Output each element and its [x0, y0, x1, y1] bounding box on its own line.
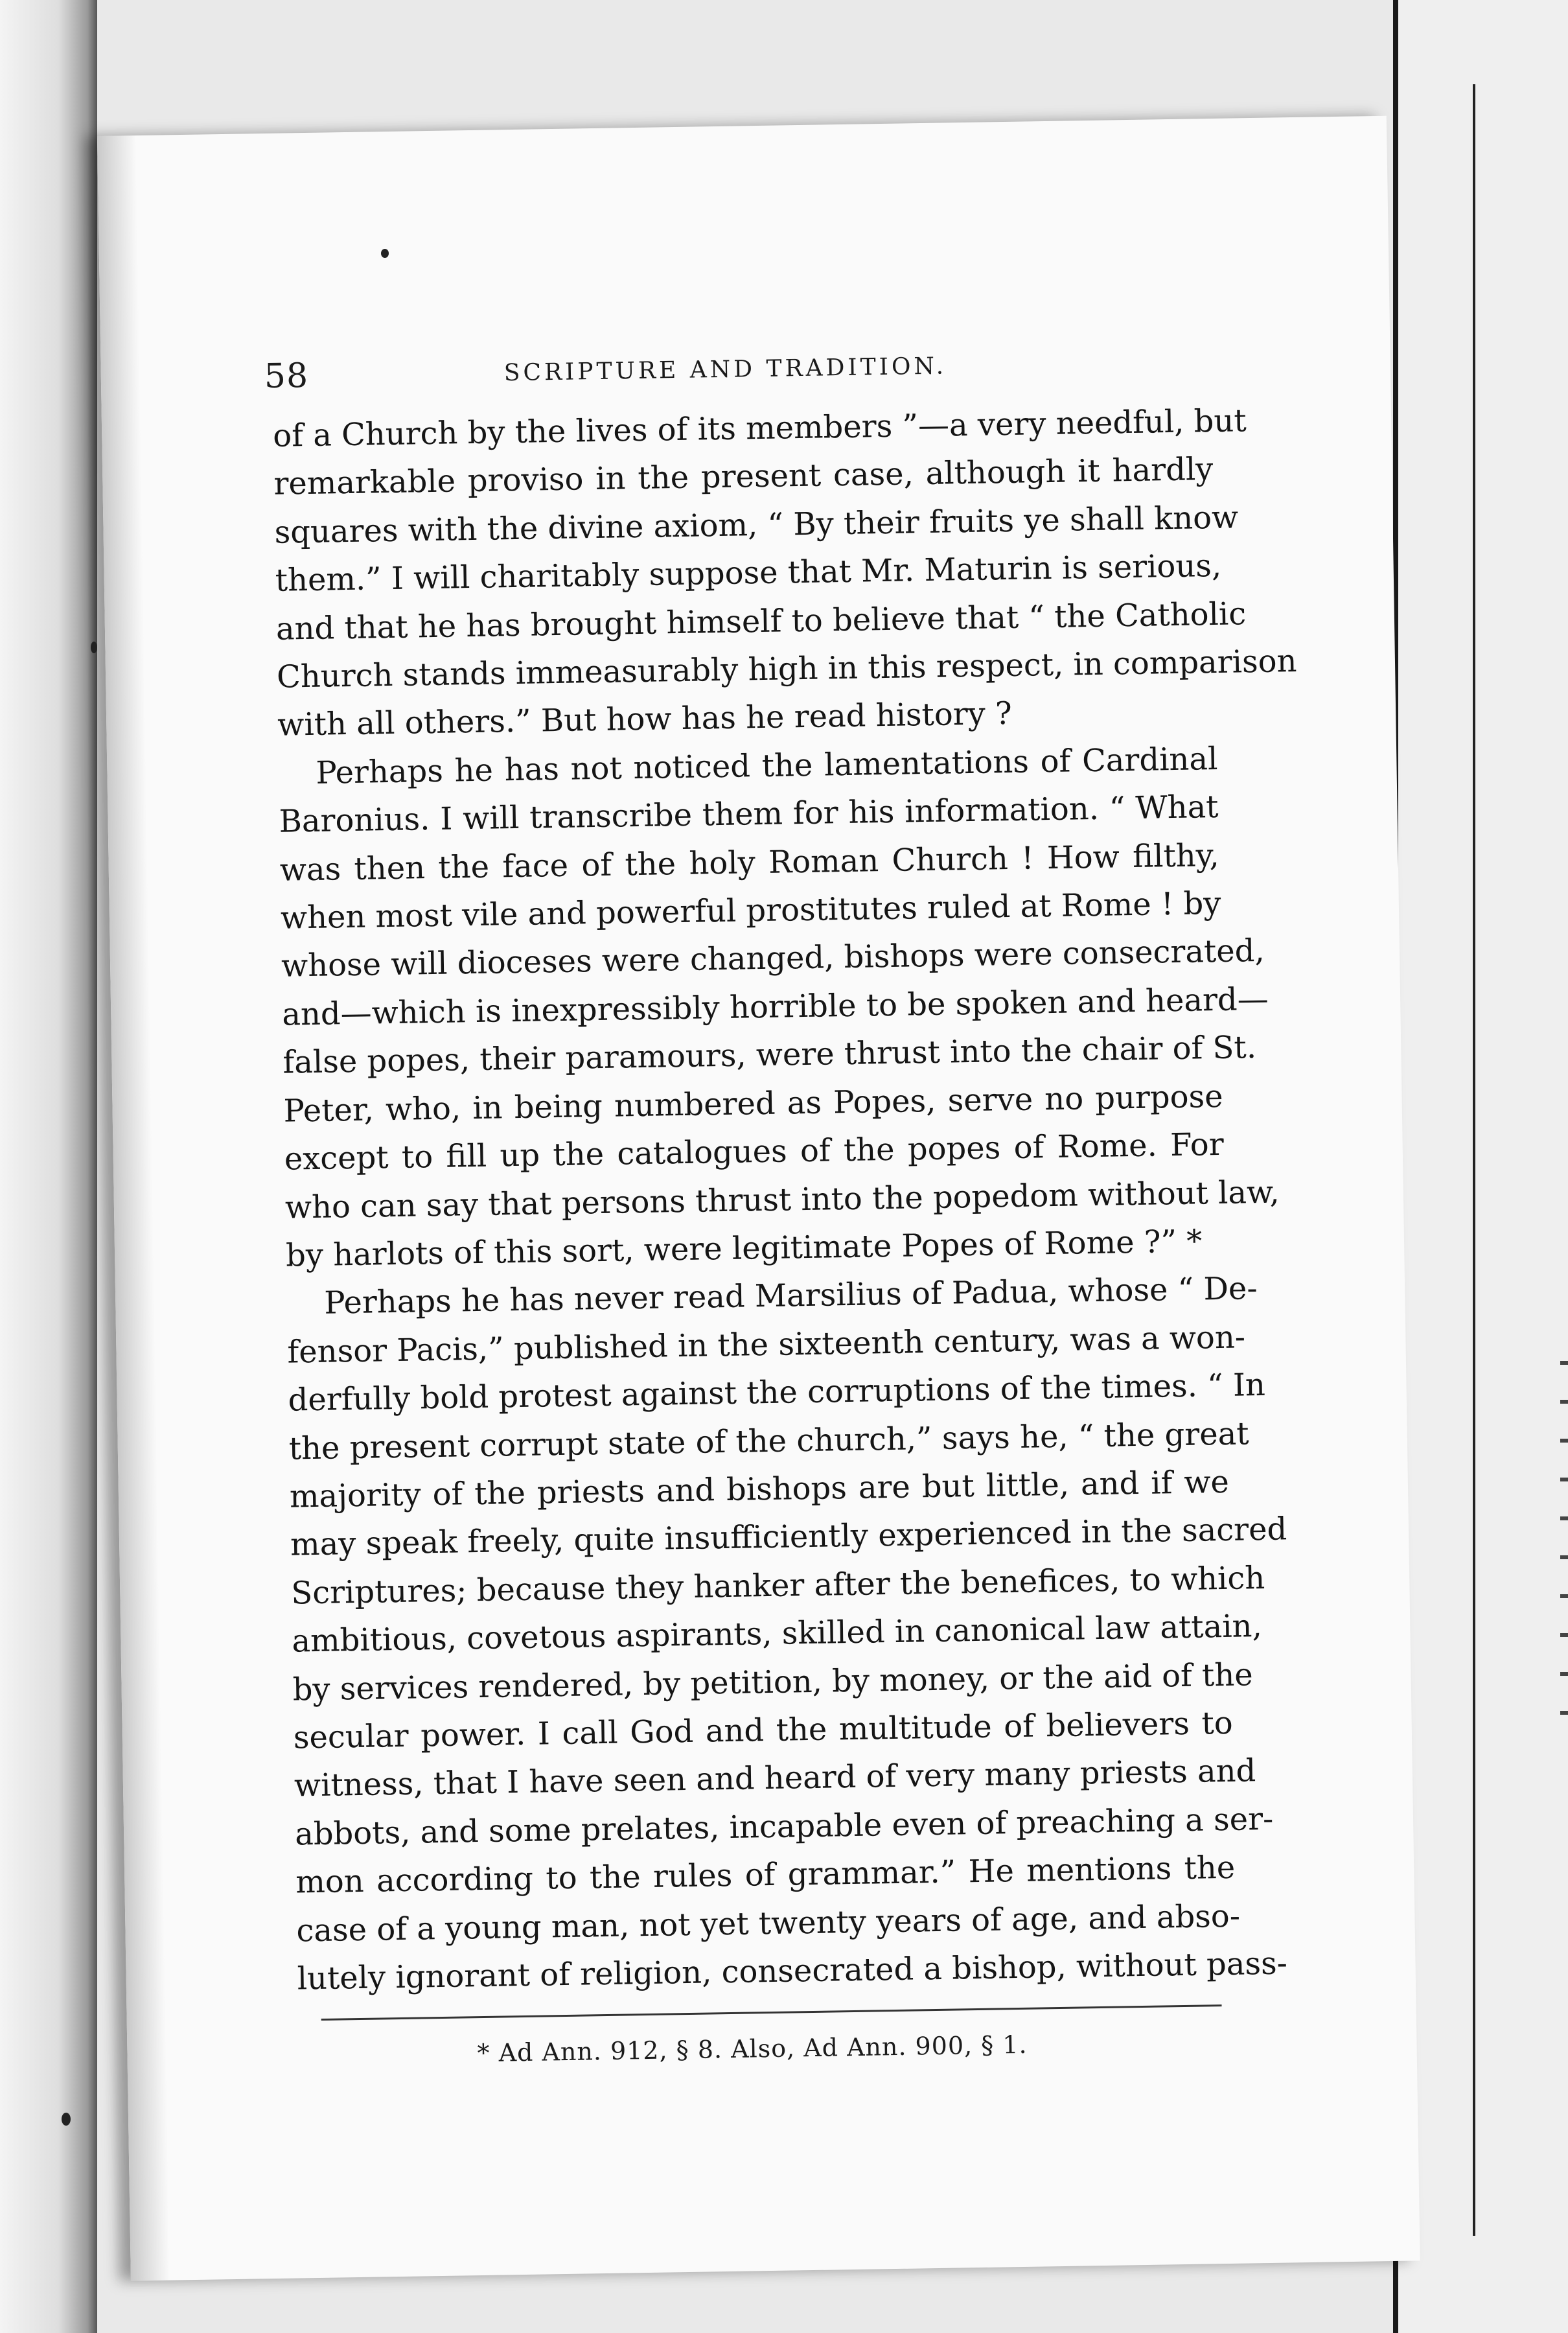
footnote-rule — [321, 2004, 1222, 2021]
text-line: may speak freely, quite insufficiently experienced in the sacred — [290, 1511, 1287, 1563]
text-line: squares with the divine axiom, “ By their fruits ye shall know — [274, 499, 1239, 551]
text-line: Scriptures; because they hanker after the benefices, to which — [290, 1559, 1265, 1612]
book-page — [97, 116, 1420, 2281]
text-line: ambitious, covetous aspirants, skilled in canonical law attain, — [292, 1608, 1263, 1660]
facing-page-marks — [1560, 1361, 1568, 1750]
text-line: derfully bold protest against the corruptions of the times. “ In — [288, 1367, 1266, 1419]
text-line: was then the face of the holy Roman Church ! How filthy, — [279, 837, 1220, 888]
text-line: secular power. I call God and the multitude of believers to — [293, 1704, 1234, 1756]
scan-left-edge — [0, 0, 97, 2333]
scan-speck — [91, 642, 97, 653]
text-line: false popes, their paramours, were thrust into the chair of St. — [282, 1029, 1257, 1081]
text-line: and that he has brought himself to believe that “ the Catholic — [275, 595, 1247, 647]
facing-page-rule — [1473, 84, 1475, 2236]
text-line: case of a young man, not yet twenty years of age, and abso- — [296, 1898, 1241, 1949]
text-line: witness, that I have seen and heard of very many priests and — [294, 1752, 1256, 1804]
text-line: by harlots of this sort, were legitimate Popes of Rome ?” * — [285, 1223, 1203, 1274]
text-line: and—which is inexpressibly horrible to be spoken and heard— — [281, 981, 1269, 1033]
scan-speck — [381, 249, 389, 258]
text-line: Church stands immeasurably high in this respect, in comparison — [276, 643, 1297, 695]
scan-speck — [62, 2113, 71, 2126]
text-line: abbots, and some prelates, incapable even of preaching a ser- — [294, 1800, 1274, 1853]
text-line: when most vile and powerful prostitutes ruled at Rome ! by — [280, 885, 1221, 936]
text-line: majority of the priests and bishops are but little, and if we — [289, 1463, 1230, 1515]
running-head — [264, 340, 1366, 402]
text-line: with all others.” But how has he read history ? — [277, 695, 1013, 744]
facing-page-edge — [1393, 0, 1568, 2333]
text-line: fensor Pacis,” published in the sixteenth century, was a won- — [287, 1319, 1246, 1371]
footnote: * Ad Ann. 912, § 8. Also, Ad Ann. 900, § 1. — [477, 2030, 1028, 2068]
text-line: except to fill up the catalogues of the popes of Rome. For — [284, 1126, 1225, 1178]
text-line: whose will dioceses were changed, bishops were consecrated, — [281, 933, 1265, 985]
text-line: Peter, who, in being numbered as Popes, serve no purpose — [283, 1078, 1223, 1130]
text-line: of a Church by the lives of its members ”—a very needful, but — [272, 402, 1247, 454]
text-line: mon according to the rules of grammar.” He mentions the — [295, 1849, 1236, 1901]
text-line: Baronius. I will transcribe them for his information. “ What — [279, 789, 1219, 840]
text-line: the present corrupt state of the church,” says he, “ the great — [288, 1415, 1249, 1467]
text-line: Perhaps he has never read Marsilius of Padua, whose “ De- — [323, 1270, 1258, 1322]
text-line: Perhaps he has not noticed the lamentations of Cardinal — [316, 740, 1218, 791]
text-line: remarkable proviso in the present case, although it hardly — [273, 451, 1214, 503]
text-line: them.” I will charitably suppose that Mr. Maturin is serious, — [275, 548, 1222, 599]
page-number: 58 — [264, 356, 309, 396]
running-title: SCRIPTURE AND TRADITION. — [503, 353, 947, 387]
body-text — [272, 397, 1297, 2003]
text-line: lutely ignorant of religion, consecrated a bishop, without pass- — [297, 1945, 1288, 1997]
text-line: who can say that persons thrust into the popedom without law, — [284, 1174, 1280, 1226]
text-line: by services rendered, by petition, by money, or the aid of the — [292, 1656, 1254, 1708]
